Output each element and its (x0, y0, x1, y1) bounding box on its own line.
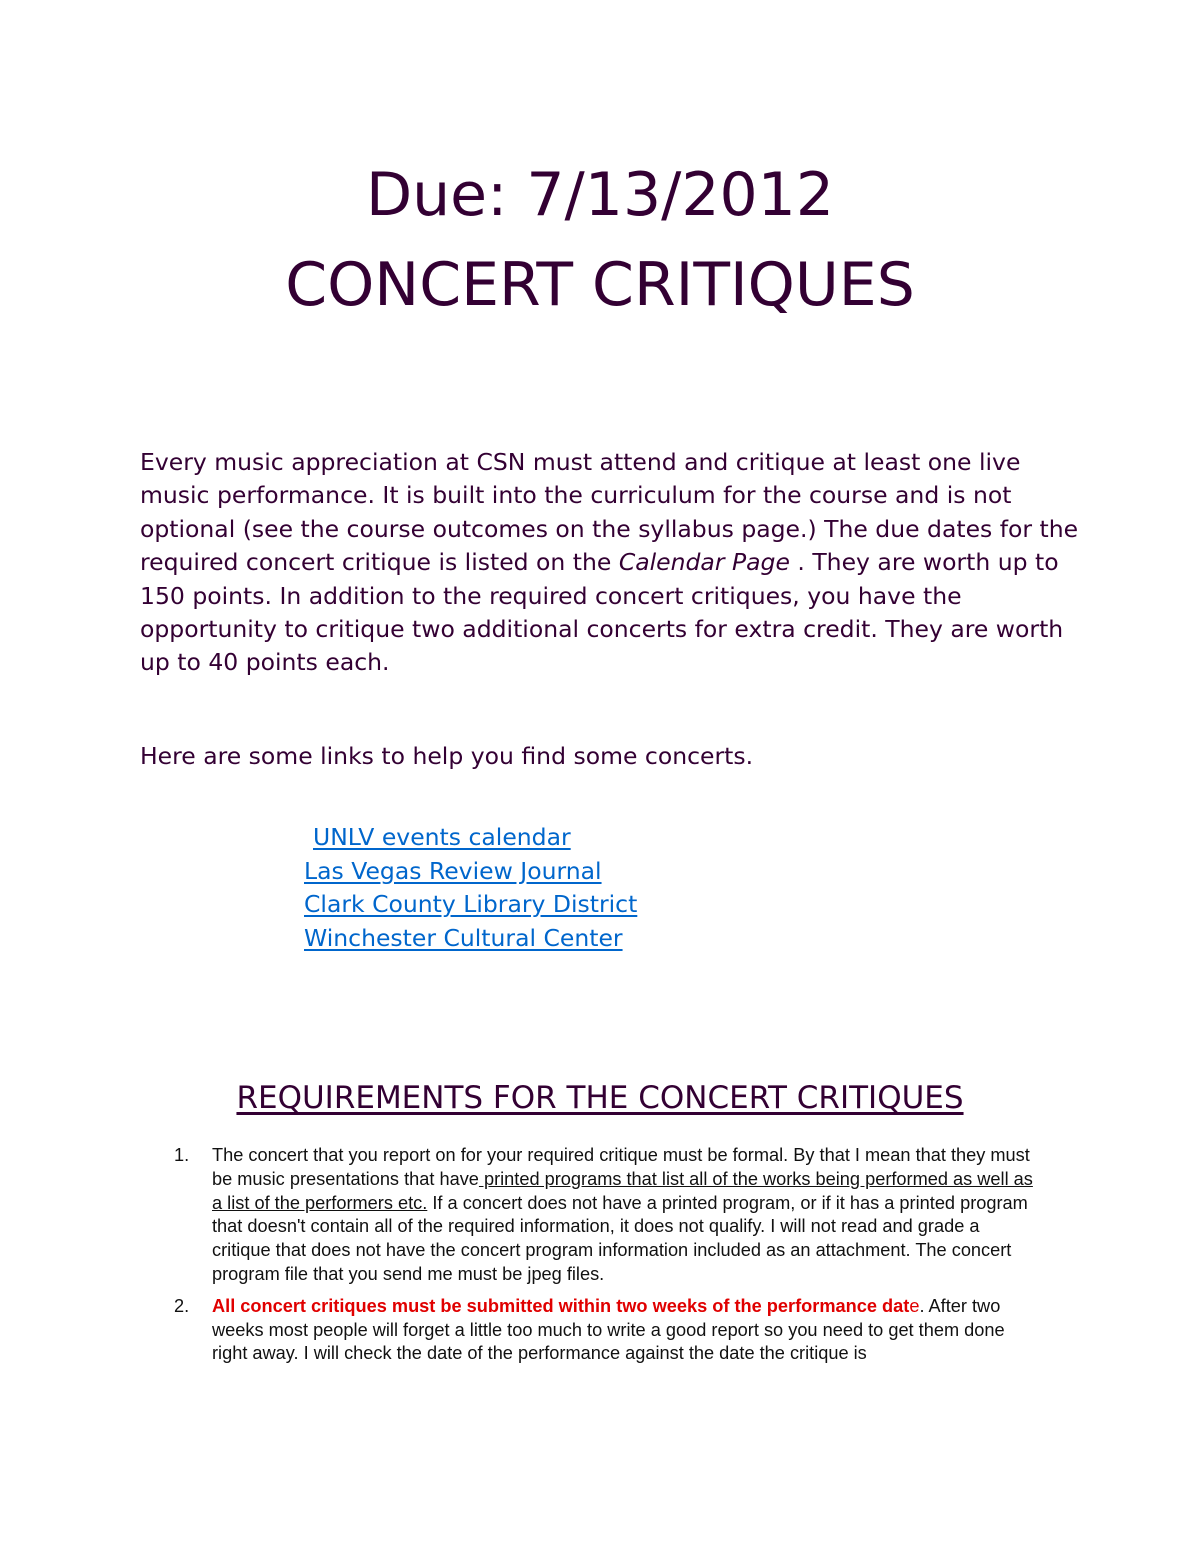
requirements-heading: REQUIREMENTS FOR THE CONCERT CRITIQUES (236, 1080, 964, 1116)
requirements-list (162, 1144, 1042, 1374)
requirement-emphasis-text: All concert critiques must be submitted within two weeks of the performance dat (212, 1295, 910, 1316)
link-las-vegas-review-journal[interactable]: Las Vegas Review Journal (304, 856, 602, 885)
due-date: Due: 7/13/2012 (365, 160, 835, 230)
links-intro: Here are some links to help you find some concerts. (140, 742, 754, 770)
intro-paragraph (140, 446, 1080, 680)
requirement-number: 1. (174, 1145, 190, 1165)
link-winchester-cultural-center[interactable]: Winchester Cultural Center (304, 923, 623, 952)
requirement-underlined-text: printed programs that list all of the works being performed as well as a list of the performers etc. (212, 1168, 1033, 1213)
requirement-text: The concert that you report on for your required critique must be formal. By that I mean that they must be music presentations that have (212, 1145, 1030, 1189)
link-unlv-events-calendar[interactable]: UNLV events calendar (313, 823, 571, 851)
title-block (0, 150, 1200, 330)
requirement-item (162, 1295, 1042, 1366)
page-title: CONCERT CRITIQUES (285, 250, 915, 320)
concert-links (304, 821, 904, 955)
link-clark-county-library-district[interactable]: Clark County Library District (304, 890, 638, 918)
intro-text-1: Every music appreciation at CSN must attend and critique at least one live music performance. It is built into the curriculum for the course and is not optional (see the course outcomes on the syllabus page.) The due dates for the required concert critique is listed on the (140, 448, 1079, 577)
requirement-text-continued: If a concert does not have a printed program, or if it has a printed program that doesn't contain all of the required information, it does not qualify. I will not read and grade a critique that does not have the concert program information included as an attachment. The concert program file that you send me must be jpeg files. (212, 1192, 1028, 1284)
requirement-item (162, 1144, 1042, 1287)
requirement-number: 2. (174, 1295, 190, 1316)
requirement-text-continued: . After two weeks most people will forget a little too much to write a good report so you need to get them done right away. I will check the date of the performance against the date the critique is (212, 1295, 1005, 1364)
intro-text-2: . They are worth up to 150 points. In addition to the required concert critiques, you have the opportunity to critique two additional concerts for extra credit. They are worth up to 40 points each. (140, 548, 1064, 677)
calendar-page-reference: Calendar Page (618, 548, 790, 577)
requirement-emphasis-tail: e (909, 1295, 920, 1316)
